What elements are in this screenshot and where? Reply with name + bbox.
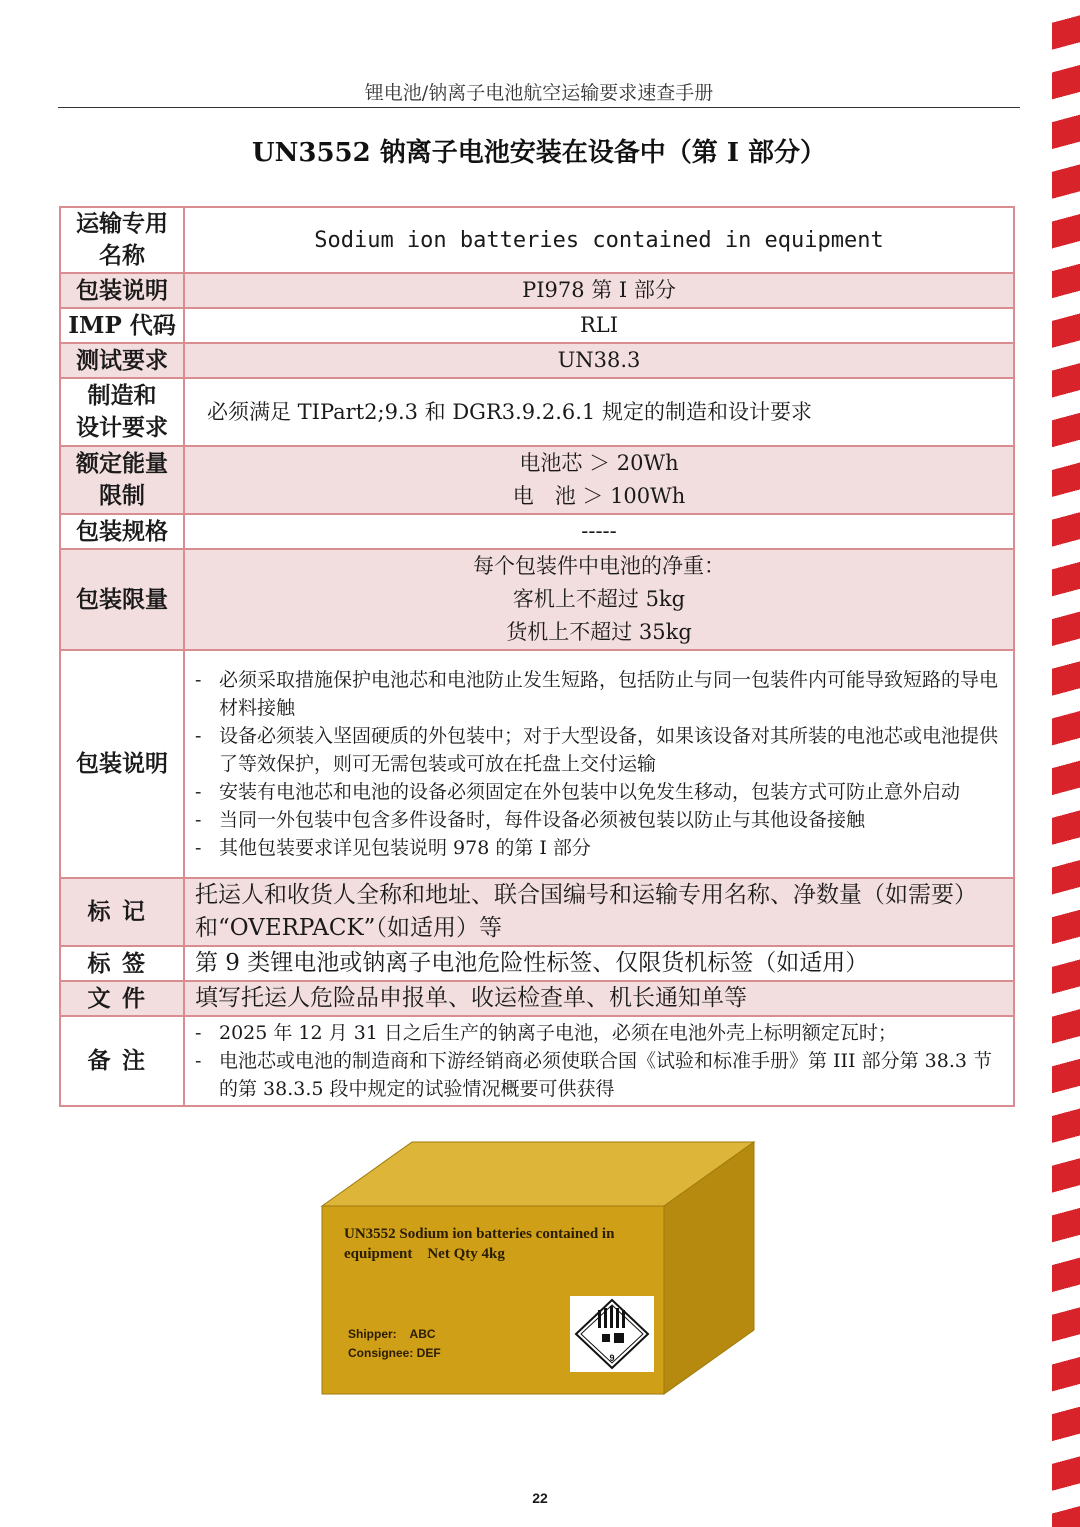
- value-design-requirement: 必须满足 TIPart2;9.3 和 DGR3.9.2.6.1 规定的制造和设计要求: [184, 378, 1014, 446]
- hazard-stripe-border: [1052, 0, 1080, 1527]
- value-label: 第 9 类锂电池或钠离子电池危险性标签、仅限货机标签（如适用）: [184, 946, 1014, 981]
- list-item: - 2025 年 12 月 31 日之后生产的钠离子电池，必须在电池外壳上标明额定瓦时；: [195, 1019, 1003, 1047]
- list-item: - 当同一外包装中包含多件设备时，每件设备必须被包装以防止与其他设备接触: [195, 806, 1003, 834]
- row-remarks: [60, 1016, 1014, 1106]
- value-packing-instruction: PI978 第 I 部分: [184, 273, 1014, 308]
- label-imp-code: IMP 代码: [60, 308, 184, 343]
- shipper-text: Shipper: ABC: [348, 1327, 436, 1341]
- value-remarks: [184, 1016, 1014, 1106]
- remarks-list: [185, 1017, 1013, 1105]
- list-item: - 其他包装要求详见包装说明 978 的第 I 部分: [195, 834, 1003, 862]
- label-marking: 标记: [60, 878, 184, 946]
- label-shipping-name: 运输专用 名称: [60, 207, 184, 273]
- label-packing-notes: 包装说明: [60, 650, 184, 878]
- page-title: UN3552 钠离子电池安装在设备中（第 I 部分）: [251, 138, 827, 168]
- value-packing-notes: [184, 650, 1014, 878]
- label-design-requirement: 制造和 设计要求: [60, 378, 184, 446]
- row-marking: [60, 878, 1014, 946]
- label-label: 标签: [60, 946, 184, 981]
- value-shipping-name: Sodium ion batteries contained in equipment: [184, 207, 1014, 273]
- list-item: - 电池芯或电池的制造商和下游经销商必须使联合国《试验和标准手册》第 III 部分第 38.3 节的第 38.3.5 段中规定的试验情况概要可供获得: [195, 1047, 1003, 1103]
- row-label: [60, 946, 1014, 981]
- value-documents: 填写托运人危险品申报单、收运检查单、机长通知单等: [184, 981, 1014, 1016]
- label-packing-instruction: 包装说明: [60, 273, 184, 308]
- hazard-class-number: 9: [609, 1353, 615, 1363]
- value-package-limit: 每个包装件中电池的净重： 客机上不超过 5kg 货机上不超过 35kg: [184, 549, 1014, 650]
- label-documents: 文件: [60, 981, 184, 1016]
- value-energy-limit: 电池芯 ＞ 20Wh 电 池 ＞ 100Wh: [184, 446, 1014, 514]
- value-marking: 托运人和收货人全称和地址、联合国编号和运输专用名称、净数量（如需要）和“OVERPACK”（如适用）等: [184, 878, 1014, 946]
- header-divider: [58, 107, 1020, 108]
- list-item: - 必须采取措施保护电池芯和电池防止发生短路，包括防止与同一包装件内可能导致短路的导电材料接触: [195, 666, 1003, 722]
- row-packing-instruction: [60, 273, 1014, 308]
- page-number: 22: [532, 1490, 548, 1506]
- row-energy-limit: [60, 446, 1014, 514]
- label-remarks: 备注: [60, 1016, 184, 1106]
- packing-notes-list: [185, 664, 1013, 864]
- row-test-requirement: [60, 343, 1014, 378]
- value-imp-code: RLI: [184, 308, 1014, 343]
- value-test-requirement: UN38.3: [184, 343, 1014, 378]
- value-package-spec: -----: [184, 514, 1014, 549]
- label-energy-limit: 额定能量 限制: [60, 446, 184, 514]
- row-documents: [60, 981, 1014, 1016]
- row-shipping-name: [60, 207, 1014, 273]
- row-imp-code: [60, 308, 1014, 343]
- row-package-limit: [60, 549, 1014, 650]
- label-package-spec: 包装规格: [60, 514, 184, 549]
- row-packing-notes: [60, 650, 1014, 878]
- requirements-table: [59, 206, 1015, 1107]
- package-illustration: [318, 1138, 758, 1398]
- label-test-requirement: 测试要求: [60, 343, 184, 378]
- list-item: - 安装有电池芯和电池的设备必须固定在外包装中以免发生移动，包装方式可防止意外启动: [195, 778, 1003, 806]
- consignee-text: Consignee: DEF: [348, 1346, 441, 1360]
- row-design-requirement: [60, 378, 1014, 446]
- list-item: - 设备必须装入坚固硬质的外包装中；对于大型设备，如果该设备对其所装的电池芯或电池提供了等效保护，则可无需包装或可放在托盘上交付运输: [195, 722, 1003, 778]
- row-package-spec: [60, 514, 1014, 549]
- label-package-limit: 包装限量: [60, 549, 184, 650]
- package-marking-text: UN3552 Sodium ion batteries contained in equipment Net Qty 4kg: [344, 1226, 615, 1262]
- running-header: 锂电池/钠离子电池航空运输要求速查手册: [364, 82, 714, 104]
